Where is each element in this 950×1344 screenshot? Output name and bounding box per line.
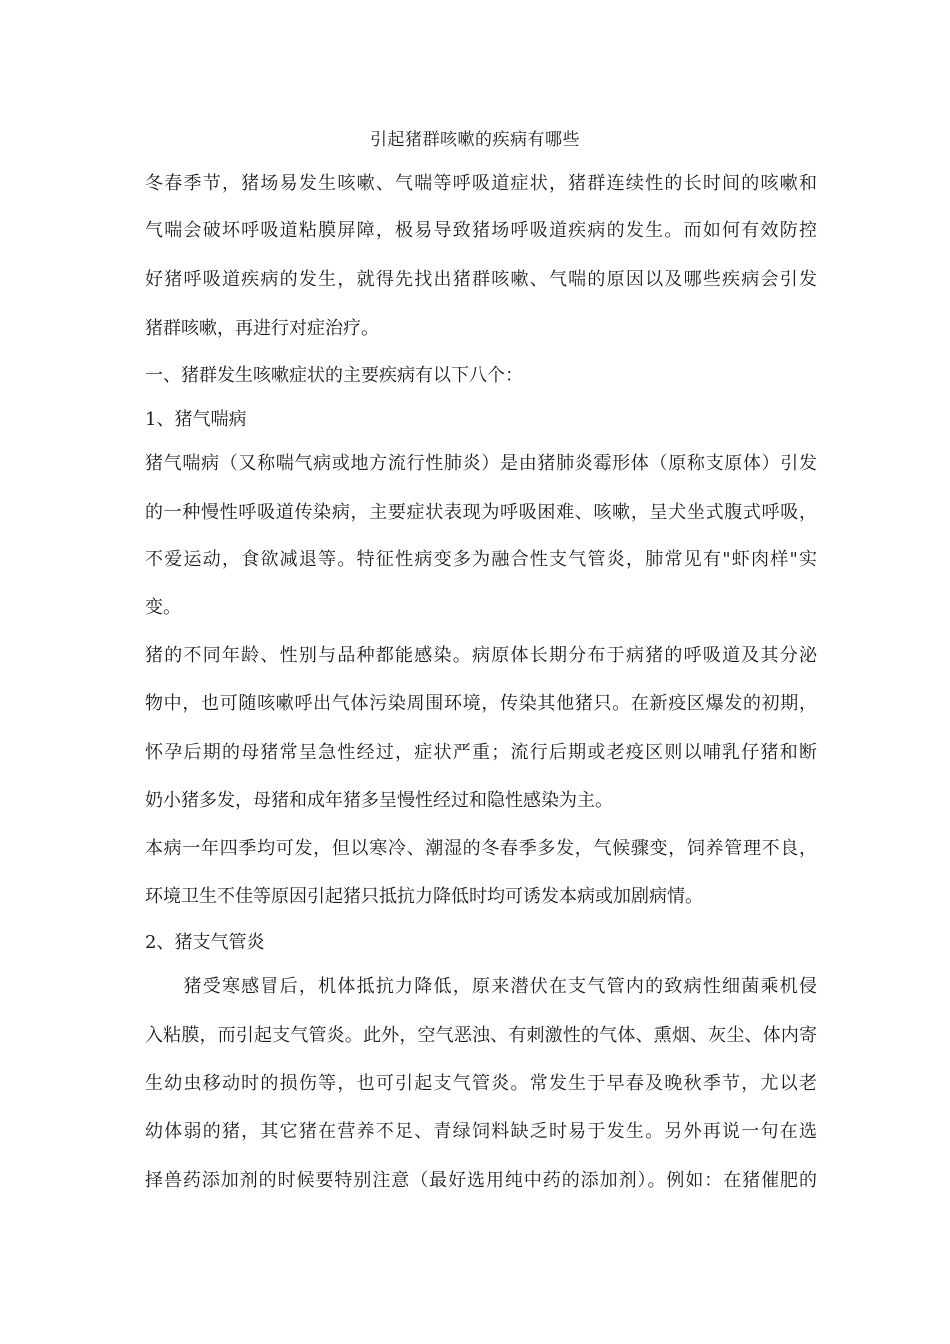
- paragraph-line: 变。: [145, 597, 181, 618]
- paragraph-line: 气喘会破坏呼吸道粘膜屏障，极易导致猪场呼吸道疾病的发生。而如何有效防控: [145, 220, 817, 241]
- paragraph-line: 好猪呼吸道疾病的发生，就得先找出猪群咳嗽、气喘的原因以及哪些疾病会引发: [145, 269, 817, 290]
- section-heading: 一、猪群发生咳嗽症状的主要疾病有以下八个：: [145, 365, 523, 386]
- paragraph-line: 猪气喘病（又称喘气病或地方流行性肺炎）是由猪肺炎霉形体（原称支原体）引发: [145, 453, 817, 474]
- paragraph-line: 生幼虫移动时的损伤等，也可引起支气管炎。常发生于早春及晚秋季节，尤以老: [145, 1073, 817, 1094]
- paragraph-line: 不爱运动，食欲减退等。特征性病变多为融合性支气管炎，肺常见有"虾肉样"实: [145, 549, 817, 570]
- paragraph-line: 冬春季节，猪场易发生咳嗽、气喘等呼吸道症状，猪群连续性的长时间的咳嗽和: [145, 173, 817, 194]
- paragraph-line: 物中，也可随咳嗽呼出气体污染周围环境，传染其他猪只。在新疫区爆发的初期，: [145, 693, 817, 714]
- paragraph-line: 怀孕后期的母猪常呈急性经过，症状严重；流行后期或老疫区则以哺乳仔猪和断: [145, 742, 817, 763]
- paragraph-line: 环境卫生不佳等原因引起猪只抵抗力降低时均可诱发本病或加剧病情。: [145, 886, 703, 907]
- document-title: 引起猪群咳嗽的疾病有哪些: [370, 130, 580, 150]
- subsection-heading: 2、猪支气管炎: [145, 932, 265, 953]
- paragraph-line: 幼体弱的猪，其它猪在营养不足、青绿饲料缺乏时易于发生。另外再说一句在选: [145, 1121, 817, 1142]
- paragraph-line: 择兽药添加剂的时候要特别注意（最好选用纯中药的添加剂）。例如：在猪催肥的: [145, 1170, 817, 1191]
- paragraph-line: 奶小猪多发，母猪和成年猪多呈慢性经过和隐性感染为主。: [145, 790, 613, 811]
- paragraph-line: 猪群咳嗽，再进行对症治疗。: [145, 318, 379, 339]
- paragraph-line: 的一种慢性呼吸道传染病，主要症状表现为呼吸困难、咳嗽，呈犬坐式腹式呼吸，: [145, 502, 817, 523]
- paragraph-line: 本病一年四季均可发，但以寒冷、潮湿的冬春季多发，气候骤变，饲养管理不良，: [145, 838, 817, 859]
- paragraph-line: 入粘膜，而引起支气管炎。此外，空气恶浊、有刺激性的气体、熏烟、灰尘、体内寄: [145, 1025, 817, 1046]
- paragraph-line: 猪受寒感冒后，机体抵抗力降低，原来潜伏在支气管内的致病性细菌乘机侵: [145, 976, 817, 997]
- subsection-heading: 1、猪气喘病: [145, 409, 247, 430]
- paragraph-line: 猪的不同年龄、性别与品种都能感染。病原体长期分布于病猪的呼吸道及其分泌: [145, 645, 817, 666]
